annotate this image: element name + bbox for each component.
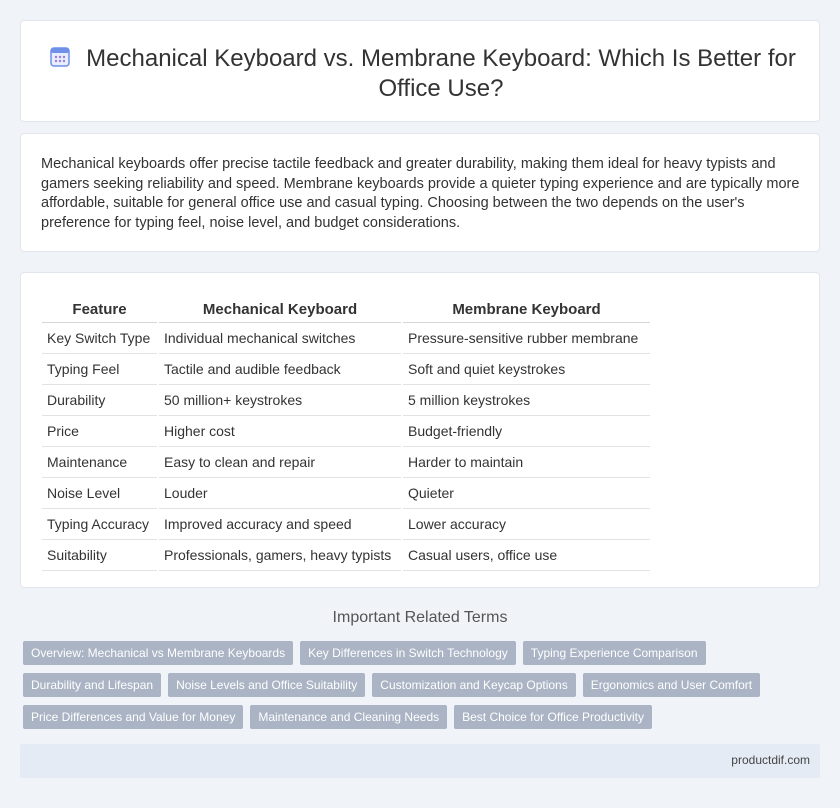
membrane-cell: Budget-friendly: [402, 415, 650, 446]
table-row: [42, 539, 650, 570]
summary-card: [20, 133, 820, 252]
membrane-cell: Casual users, office use: [402, 539, 650, 570]
tag-row: [23, 673, 823, 697]
table-header-row: [42, 294, 650, 322]
membrane-cell: Quieter: [402, 477, 650, 508]
related-term-tag[interactable]: Key Differences in Switch Technology: [300, 641, 516, 665]
membrane-cell: Pressure-sensitive rubber membrane: [402, 322, 650, 353]
related-term-tag[interactable]: Durability and Lifespan: [23, 673, 161, 697]
table-row: [42, 384, 650, 415]
table-row: [42, 322, 650, 353]
feature-cell: Typing Accuracy: [42, 508, 158, 539]
column-header-mechanical: Mechanical Keyboard: [158, 294, 402, 322]
column-header-feature: Feature: [42, 294, 158, 322]
mechanical-cell: 50 million+ keystrokes: [158, 384, 402, 415]
footer: [20, 744, 820, 778]
page-title: Mechanical Keyboard vs. Membrane Keyboard: Which Is Better for Office Use?: [86, 45, 796, 102]
related-term-tag[interactable]: Overview: Mechanical vs Membrane Keyboards: [23, 641, 293, 665]
feature-cell: Suitability: [42, 539, 158, 570]
mechanical-cell: Tactile and audible feedback: [158, 353, 402, 384]
membrane-cell: 5 million keystrokes: [402, 384, 650, 415]
related-terms-list: [23, 641, 823, 737]
table-row: [42, 446, 650, 477]
mechanical-cell: Higher cost: [158, 415, 402, 446]
feature-cell: Typing Feel: [42, 353, 158, 384]
tag-row: [23, 705, 823, 729]
comparison-card: [20, 272, 820, 588]
related-term-tag[interactable]: Ergonomics and User Comfort: [583, 673, 760, 697]
mechanical-cell: Improved accuracy and speed: [158, 508, 402, 539]
feature-cell: Maintenance: [42, 446, 158, 477]
feature-cell: Price: [42, 415, 158, 446]
related-term-tag[interactable]: Typing Experience Comparison: [523, 641, 706, 665]
feature-cell: Durability: [42, 384, 158, 415]
related-term-tag[interactable]: Customization and Keycap Options: [372, 673, 575, 697]
related-term-tag[interactable]: Best Choice for Office Productivity: [454, 705, 652, 729]
mechanical-cell: Louder: [158, 477, 402, 508]
related-terms-heading: Important Related Terms: [332, 609, 508, 626]
table-row: [42, 477, 650, 508]
related-term-tag[interactable]: Noise Levels and Office Suitability: [168, 673, 365, 697]
membrane-cell: Lower accuracy: [402, 508, 650, 539]
related-term-tag[interactable]: Price Differences and Value for Money: [23, 705, 243, 729]
mechanical-cell: Individual mechanical switches: [158, 322, 402, 353]
feature-cell: Noise Level: [42, 477, 158, 508]
calendar-icon: [48, 45, 72, 69]
feature-cell: Key Switch Type: [42, 322, 158, 353]
membrane-cell: Soft and quiet keystrokes: [402, 353, 650, 384]
mechanical-cell: Professionals, gamers, heavy typists: [158, 539, 402, 570]
footer-site-link[interactable]: productdif.com: [731, 753, 810, 767]
related-term-tag[interactable]: Maintenance and Cleaning Needs: [250, 705, 447, 729]
mechanical-cell: Easy to clean and repair: [158, 446, 402, 477]
table-row: [42, 415, 650, 446]
table-row: [42, 353, 650, 384]
comparison-table: [42, 294, 650, 571]
membrane-cell: Harder to maintain: [402, 446, 650, 477]
table-row: [42, 508, 650, 539]
header-card: [20, 20, 820, 122]
tag-row: [23, 641, 823, 665]
summary-text: Mechanical keyboards offer precise tactile feedback and greater durability, making them ideal for heavy typists and gamers seeking reliability and speed. Membrane keyboards provide a quieter typing experience and are typically more affordable, suitable for general office use and casual typing. Choosing between the two depends on the user's preference for typing feel, noise level, and budget considerations.: [41, 156, 800, 231]
column-header-membrane: Membrane Keyboard: [402, 294, 650, 322]
